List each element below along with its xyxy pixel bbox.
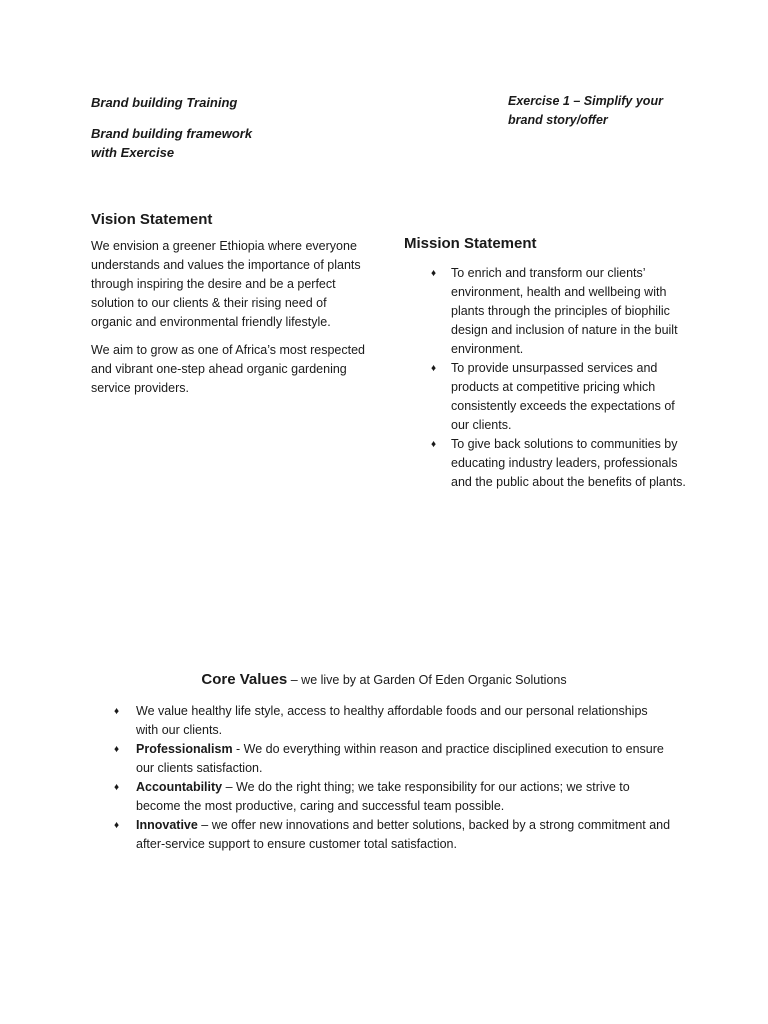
framework-line-2: with Exercise xyxy=(91,145,175,160)
mission-item-text: To enrich and transform our clients’ environment, health and wellbeing with plants through the principles of biophilic design and inclusion of nature in the built environment. xyxy=(451,266,678,356)
vision-paragraph-1: We envision a greener Ethiopia where everyone understands and values the importance of plants through inspiring the desire and be a perfect solution to our clients & their rising need of organic and environmental friendly lifestyle. xyxy=(91,239,361,329)
diamond-bullet-icon: ♦ xyxy=(114,706,120,717)
diamond-bullet-icon: ♦ xyxy=(114,820,120,831)
exercise-line-1: Exercise 1 – Simplify your xyxy=(508,94,663,108)
value-term: Innovative xyxy=(136,818,198,832)
mission-section xyxy=(404,235,689,492)
mission-item-text: To provide unsurpassed services and products at competitive pricing which consistently exceeds the expectations of our clients. xyxy=(451,361,675,432)
training-title: Brand building Training xyxy=(91,95,238,110)
vision-section xyxy=(91,211,371,398)
value-text: We value healthy life style, access to healthy affordable foods and our personal relationships with our clients. xyxy=(136,704,648,737)
value-term: Accountability xyxy=(136,780,223,794)
diamond-bullet-icon: ♦ xyxy=(431,439,437,450)
list-item xyxy=(431,264,689,359)
list-item xyxy=(114,778,671,816)
core-values-list xyxy=(114,702,671,854)
vision-heading: Vision Statement xyxy=(91,211,213,228)
list-item xyxy=(114,740,671,778)
value-text: – we offer new innovations and better solutions, backed by a strong commitment and after-service support to ensure customer total satisfaction. xyxy=(136,818,671,851)
diamond-bullet-icon: ♦ xyxy=(431,363,437,374)
mission-item-text: To give back solutions to communities by educating industry leaders, professionals and the public about the benefits of plants. xyxy=(451,437,686,489)
mission-heading: Mission Statement xyxy=(404,235,537,252)
value-text: – We do the right thing; we take responsibility for our actions; we strive to become the most productive, caring and successful team possible. xyxy=(136,780,630,813)
framework-title xyxy=(91,124,331,162)
list-item xyxy=(114,702,671,740)
core-values-title xyxy=(0,671,768,689)
framework-line-1: Brand building framework xyxy=(91,126,253,141)
diamond-bullet-icon: ♦ xyxy=(431,268,437,279)
exercise-line-2: brand story/offer xyxy=(508,113,608,127)
vision-paragraph-2: We aim to grow as one of Africa’s most respected and vibrant one-step ahead organic gardening service providers. xyxy=(91,343,365,395)
value-term: Professionalism xyxy=(136,742,233,756)
diamond-bullet-icon: ♦ xyxy=(114,744,120,755)
core-values-heading: Core Values xyxy=(201,671,288,688)
list-item xyxy=(431,435,689,492)
exercise-title xyxy=(508,92,708,130)
core-values-subheading: – we live by at Garden Of Eden Organic Solutions xyxy=(287,673,567,687)
value-text: - We do everything within reason and practice disciplined execution to ensure our clients satisfaction. xyxy=(136,742,664,775)
list-item xyxy=(431,359,689,435)
mission-list xyxy=(404,264,689,492)
list-item xyxy=(114,816,671,854)
diamond-bullet-icon: ♦ xyxy=(114,782,120,793)
